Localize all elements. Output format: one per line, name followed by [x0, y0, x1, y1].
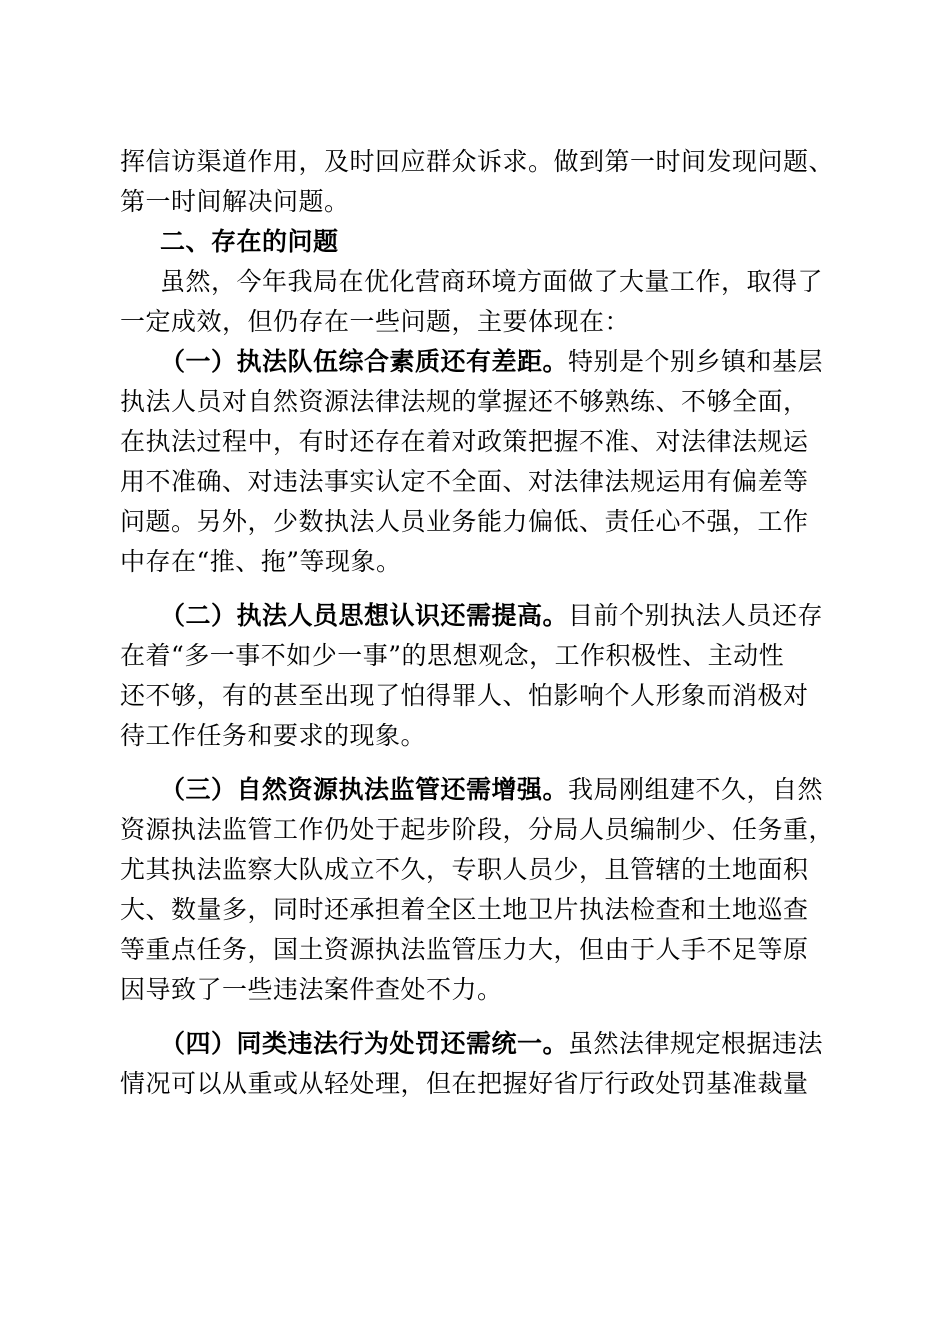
body-line: 第一时间解决问题。	[120, 187, 350, 216]
body-line: 等重点任务，国土资源执法监管压力大，但由于人手不足等原	[120, 935, 809, 964]
subheading-4: （四）同类违法行为处罚还需统一。	[160, 1029, 569, 1058]
paragraph-first-line	[120, 1024, 830, 1064]
body-line: 资源执法监管工作仍处于起步阶段，分局人员编制少、任务重，	[120, 815, 835, 844]
paragraph-first-line	[120, 342, 830, 382]
paragraph-text: 虽然法律规定根据违法	[568, 1029, 824, 1058]
body-line: 用不准确、对违法事实认定不全面、对法律法规运用有偏差等	[120, 467, 809, 496]
body-line: 尤其执法监察大队成立不久，专职人员少，且管辖的土地面积	[120, 855, 809, 884]
body-line: 在执法过程中，有时还存在着对政策把握不准、对法律法规运	[120, 427, 809, 456]
body-line: 挥信访渠道作用，及时回应群众诉求。做到第一时间发现问题、	[120, 147, 835, 176]
body-line: 问题。另外，少数执法人员业务能力偏低、责任心不强，工作	[120, 507, 809, 536]
body-line: 虽然，今年我局在优化营商环境方面做了大量工作，取得了	[160, 267, 824, 296]
document-page	[120, 142, 835, 1104]
paragraph-first-line	[120, 596, 830, 636]
subheading-1: （一）执法队伍综合素质还有差距。	[160, 347, 569, 376]
paragraph-text: 我局刚组建不久，自然	[568, 775, 824, 804]
paragraph-first-line	[120, 770, 830, 810]
body-line: 中存在“推、拖”等现象。	[120, 547, 402, 576]
paragraph-text: 特别是个别乡镇和基层	[568, 347, 824, 376]
section-heading: 二、存在的问题	[160, 227, 339, 256]
body-line: 情况可以从重或从轻处理，但在把握好省厅行政处罚基准裁量	[120, 1069, 809, 1098]
subheading-3: （三）自然资源执法监管还需增强。	[160, 775, 569, 804]
paragraph-text: 目前个别执法人员还存	[568, 601, 824, 630]
body-line: 因导致了一些违法案件查处不力。	[120, 975, 503, 1004]
body-line: 大、数量多，同时还承担着全区土地卫片执法检查和土地巡查	[120, 895, 809, 924]
body-line: 执法人员对自然资源法律法规的掌握还不够熟练、不够全面，	[120, 387, 809, 416]
body-line: 还不够，有的甚至出现了怕得罪人、怕影响个人形象而消极对	[120, 681, 809, 710]
body-line: 在着“多一事不如少一事”的思想观念，工作积极性、主动性	[120, 641, 785, 670]
subheading-2: （二）执法人员思想认识还需提高。	[160, 601, 569, 630]
body-line: 待工作任务和要求的现象。	[120, 721, 427, 750]
body-line: 一定成效，但仍存在一些问题，主要体现在：	[120, 307, 631, 336]
